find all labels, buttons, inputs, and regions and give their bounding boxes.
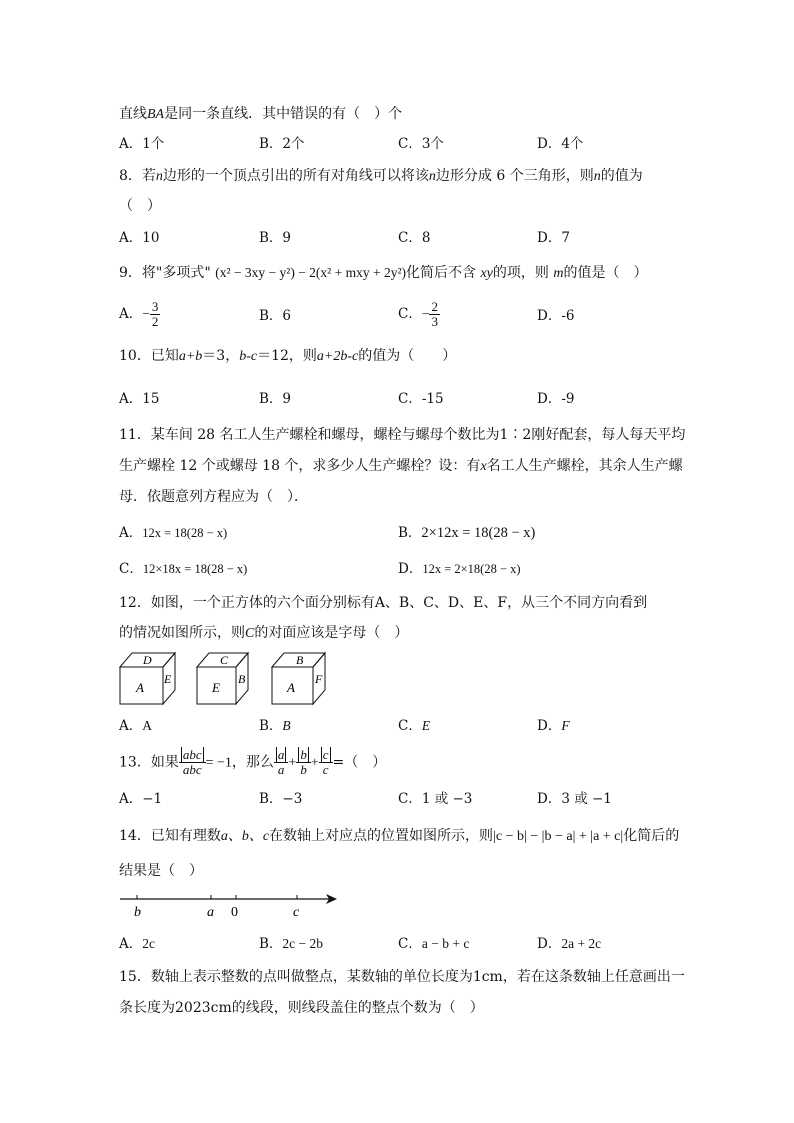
q15-line-1: 15．数轴上表示整数的点叫做整点，某数轴的单位长度为1cm，若在这条数轴上任意画出一 [119, 969, 685, 985]
q13-option-a[interactable]: A．−1 [119, 791, 163, 807]
q8-option-b[interactable]: B．9 [259, 230, 292, 246]
q14-d-expr: 2a + 2c [561, 936, 602, 951]
q13-den-abc: abc [182, 762, 202, 777]
q10-option-b[interactable]: B．9 [259, 391, 292, 407]
q11-line-3: 母．依题意列方程应为（ ）． [119, 489, 308, 505]
q11-text-2a: 生产螺栓 12 个或螺母 18 个，求多少人生产螺栓？设：有 [119, 458, 481, 474]
q9-c-sign: − [421, 306, 430, 321]
q10-expr-1: a+b [178, 349, 203, 364]
q13-text-3: =（ ） [332, 754, 387, 771]
q13-option-d[interactable]: D．3 或 −1 [537, 791, 612, 807]
q14-text-1: 14．已知有理数 [119, 828, 221, 844]
q13-text-2: = −1，那么 [205, 755, 274, 771]
q7-option-a[interactable]: A．1个 [119, 136, 165, 152]
q12-a-value: A [142, 718, 152, 733]
q11-b-expr: 2×12x = 18(28 − x) [421, 525, 536, 541]
q9-option-a[interactable] [119, 300, 160, 329]
q7-option-c[interactable]: C．3个 [398, 136, 444, 152]
q12-line-2 [119, 623, 408, 644]
q10-option-c[interactable]: C．-15 [398, 391, 444, 407]
q8-paren: （ ） [119, 198, 161, 214]
q9-option-b[interactable]: B．6 [259, 308, 292, 324]
q11-line-1: 11．某车间 28 名工人生产螺栓和螺母，螺栓与螺母个数比为1∶2刚好配套，每人每天平均 [119, 427, 686, 443]
q12-b-label: B． [259, 718, 283, 734]
q10-option-d[interactable]: D．-9 [537, 391, 575, 407]
q8-var-n2: n [428, 169, 436, 184]
q8-var-n3: n [593, 169, 601, 184]
q13-option-b[interactable]: B．−3 [259, 791, 303, 807]
q14-b-expr: 2c − 2b [282, 936, 324, 951]
q9-text-1: 9．将"多项式" [119, 265, 211, 281]
q12-b-value: B [282, 718, 291, 733]
q7-tail-line [119, 104, 402, 125]
q9-option-c[interactable] [398, 300, 440, 329]
q9-option-d[interactable]: D．-6 [537, 308, 575, 324]
q9-var-m: m [553, 266, 564, 281]
q10-text-1: 10．已知 [119, 348, 179, 364]
q9-a-label: A． [119, 306, 143, 322]
q12-line-1: 12．如图，一个正方体的六个面分别标有A、B、C、D、E、F，从三个不同方向看到 [119, 595, 648, 611]
q14-option-b[interactable] [259, 934, 323, 954]
q15-line-2: 条长度为2023cm的线段，则线段盖住的整点个数为（ ） [119, 1000, 484, 1016]
q12-option-b[interactable] [259, 716, 291, 736]
q14-a-label: A． [119, 936, 143, 952]
q8-option-c[interactable]: C．8 [398, 230, 431, 246]
q12-text-2b: 的对面应该是字母（ ） [254, 625, 409, 641]
q14-c-label: C． [398, 936, 422, 952]
q7-option-d[interactable]: D．4个 [537, 136, 584, 152]
q14-vars: a、b、c [220, 829, 270, 844]
q12-option-c[interactable] [398, 716, 430, 736]
q14-text-2: 在数轴上对应点的位置如图所示，则 [269, 828, 494, 844]
label-c: c [293, 905, 300, 920]
q12-var-c: C [245, 626, 255, 641]
q11-option-b[interactable] [398, 523, 535, 543]
q7-option-b[interactable]: B．2个 [259, 136, 305, 152]
q12-text-2a: 的情况如图所示，则 [119, 625, 245, 641]
cube-3-front-label: A [287, 680, 295, 695]
cube-3-top-label: B [296, 653, 304, 667]
q9-text-4: 的值是（ ） [563, 265, 648, 281]
q9-a-den: 2 [151, 314, 159, 329]
q14-expression: |c − b| − |b − a| + |a + c| [493, 829, 624, 844]
q9-c-fraction [429, 300, 440, 329]
q13-fraction-abc [179, 748, 206, 777]
number-line [119, 888, 344, 922]
q10-stem [119, 346, 456, 367]
label-b: b [134, 905, 141, 920]
q12-d-label: D． [537, 718, 562, 734]
q13-fraction-a [274, 748, 289, 777]
q9-a-num: 3 [151, 299, 159, 314]
q11-d-label: D． [398, 561, 423, 577]
q11-option-a[interactable] [119, 523, 227, 543]
q14-b-label: B． [259, 936, 283, 952]
q13-abs-a: a [277, 747, 285, 762]
q7-text-end: 是同一条直线．其中错误的有（ ）个 [164, 106, 403, 122]
q13-den-b: b [300, 762, 307, 777]
q11-a-label: A． [119, 525, 143, 541]
cubes-figure [119, 650, 339, 708]
q12-d-value: F [561, 718, 570, 733]
q13-abs-abc: abc [182, 747, 202, 762]
q13-stem: 13．如果 $\frac{\text{abc}}{\text{abc}}$ = −1，那么 $\frac{a}{a}$ + $\frac{b}{b}$ + $\frac{c}{c}$ =（ ） [119, 747, 387, 777]
q12-option-d[interactable] [537, 716, 570, 736]
q11-line-2 [119, 456, 683, 477]
q9-a-fraction [150, 300, 161, 329]
q13-den-a: a [277, 762, 285, 777]
cube-1-front-label: A [136, 680, 144, 695]
q11-option-c[interactable] [119, 559, 247, 579]
q13-abs-b: b [300, 747, 307, 762]
q11-a-expr: 12x = 18(28 − x) [142, 526, 228, 540]
q11-b-label: B． [398, 525, 422, 541]
q9-expression: (x² − 3xy − y²) − 2(x² + mxy + 2y²) [215, 265, 406, 280]
q11-c-label: C． [119, 561, 143, 577]
q9-c-label: C． [398, 306, 422, 322]
q14-d-label: D． [537, 936, 562, 952]
q13-text-1: 13．如果 [119, 754, 179, 771]
cube-2-side-label: B [238, 672, 246, 686]
q13-den-c: c [322, 762, 329, 777]
q9-text-2: 化简后不含 [406, 265, 476, 281]
q13-abs-c: c [322, 747, 329, 762]
q9-term: xy [480, 266, 493, 281]
q14-line-2: 结果是（ ） [119, 863, 203, 879]
q14-option-c[interactable] [398, 934, 469, 954]
q12-c-label: C． [398, 718, 422, 734]
q8-var-n: n [155, 169, 163, 184]
q10-option-a[interactable]: A．15 [119, 391, 160, 407]
q8-text-1: 8．若 [119, 168, 156, 184]
q13-fraction-b [296, 748, 311, 777]
q11-option-d[interactable] [398, 559, 521, 579]
q8-text-3: 边形分成 6 个三角形，则 [435, 168, 594, 184]
q10-expr-3: a+2b-c [316, 349, 359, 364]
q12-option-a[interactable] [119, 716, 152, 736]
cube-3-side-label: F [315, 672, 323, 686]
q14-text-3: 化简后的 [623, 828, 680, 844]
q8-option-a[interactable]: A．10 [119, 230, 160, 246]
q10-text-4: 的值为（ ） [358, 348, 457, 364]
q11-text-2b: 名工人生产螺栓，其余人生产螺 [486, 458, 683, 474]
q10-text-2: ＝3， [202, 348, 240, 364]
q7-var: BA [147, 107, 165, 122]
cube-1-top-label: D [143, 653, 152, 667]
q13-fraction-c [319, 748, 333, 777]
q9-stem [119, 263, 647, 284]
q11-var-x: x [480, 459, 487, 474]
q14-line-1 [119, 826, 679, 847]
q9-c-num: 2 [431, 299, 438, 314]
q8-text-4: 的值为 [600, 168, 643, 184]
cube-2-top-label: C [220, 653, 229, 667]
q14-option-a[interactable] [119, 934, 155, 954]
q10-text-3: ＝12，则 [257, 348, 317, 364]
q12-a-label: A． [119, 718, 143, 734]
cube-2-front-label: E [212, 680, 220, 695]
q12-c-value: E [421, 718, 431, 733]
q14-c-expr: a − b + c [421, 936, 470, 951]
q9-a-sign: − [142, 306, 150, 321]
q9-c-den: 3 [431, 314, 438, 329]
q10-expr-2: b-c [239, 349, 258, 364]
q7-text: 直线 [119, 106, 147, 122]
q14-option-d[interactable] [537, 934, 601, 954]
label-a: a [207, 905, 214, 920]
q11-c-expr: 12×18x = 18(28 − x) [142, 562, 248, 576]
q9-text-3: 的项，则 [492, 265, 549, 281]
q14-a-expr: 2c [142, 936, 155, 951]
q8-option-d[interactable]: D．7 [537, 230, 570, 246]
q8-text-2: 边形的一个顶点引出的所有对角线可以将该 [162, 168, 429, 184]
q13-option-c[interactable]: C．1 或 −3 [398, 791, 473, 807]
label-0: 0 [231, 905, 238, 920]
cube-1-side-label: E [164, 672, 172, 686]
q11-d-expr: 12x = 2×18(28 − x) [422, 562, 521, 576]
q8-stem [119, 166, 643, 187]
